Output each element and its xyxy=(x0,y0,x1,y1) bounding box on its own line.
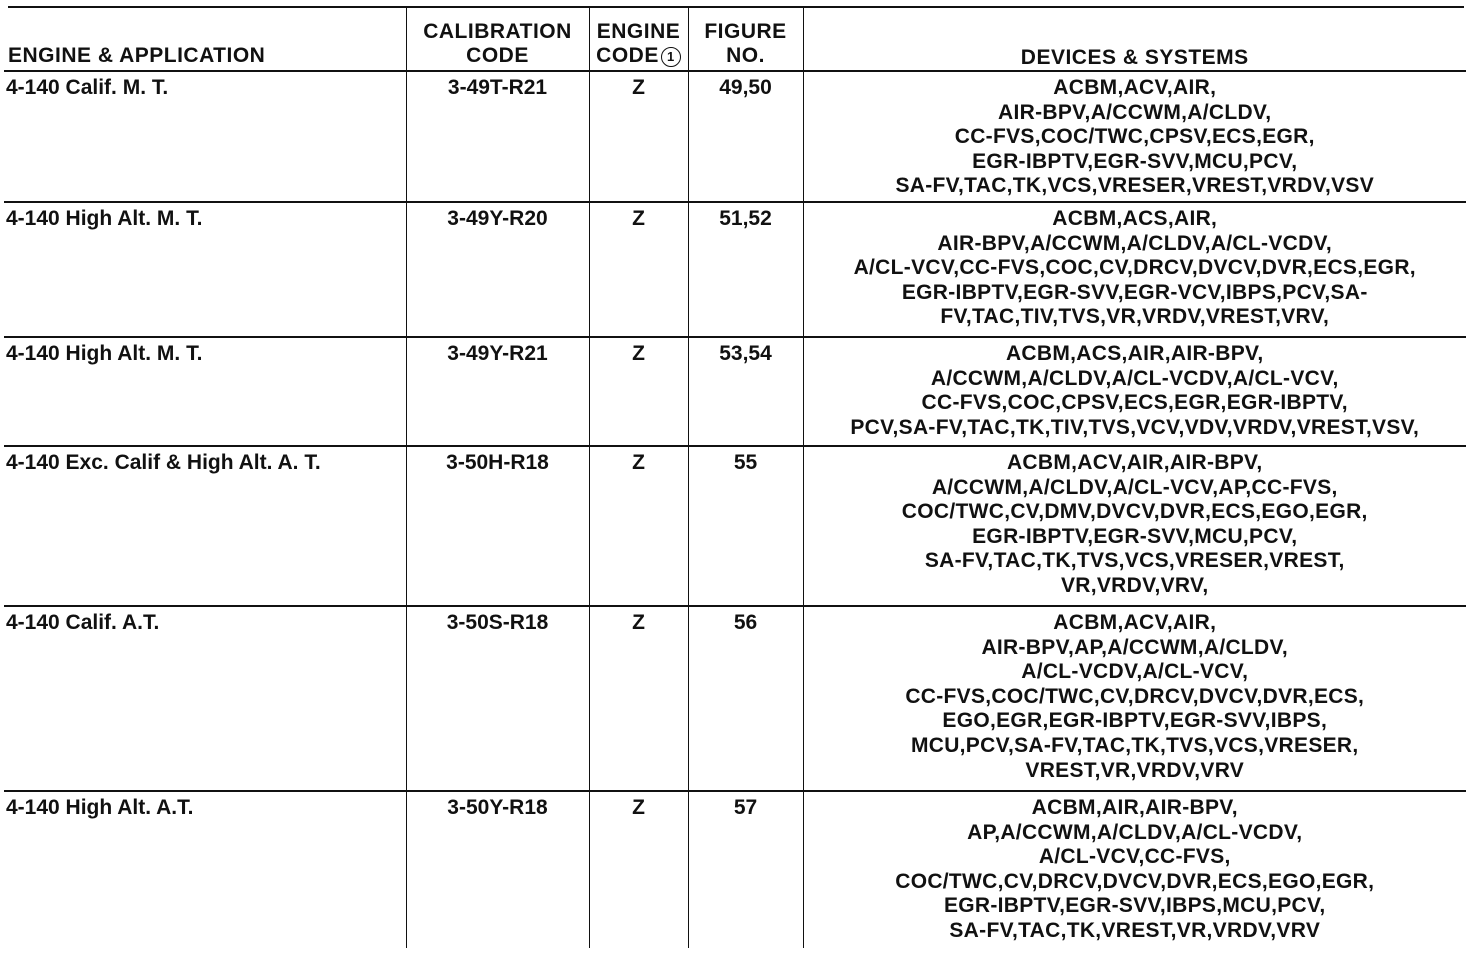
header-devices-systems-text: DEVICES & SYSTEMS xyxy=(1020,46,1249,69)
engine-code-cell: Z xyxy=(589,446,688,606)
figure-no-cell: 56 xyxy=(688,606,803,791)
engine-code-cell: Z xyxy=(589,606,688,791)
figure-no-cell: 57 xyxy=(688,791,803,948)
devices-systems-cell: ACBM,ACV,AIR, AIR-BPV,AP,A/CCWM,A/CLDV, A/CL-VCDV,A/CL-VCV, CC-FVS,COC/TWC,CV,DRCV,DVCV,DVR,ECS, EGO,EGR,EGR-IBPTV,EGR-SVV,IBPS, MCU,PCV,SA-FV,TAC,TK,TVS,VCS,VRESER, VREST,VR,VRDV,VRV xyxy=(803,606,1466,791)
calibration-code-cell: 3-50H-R18 xyxy=(406,446,589,606)
calibration-code-cell: 3-49Y-R21 xyxy=(406,337,589,446)
devices-systems-cell: ACBM,AIR,AIR-BPV, AP,A/CCWM,A/CLDV,A/CL-VCDV, A/CL-VCV,CC-FVS, COC/TWC,CV,DRCV,DVCV,DVR,ECS,EGO,EGR, EGR-IBPTV,EGR-SVV,IBPS,MCU,PCV, SA-FV,TAC,TK,VREST,VR,VRDV,VRV xyxy=(803,791,1466,948)
figure-no-cell: 53,54 xyxy=(688,337,803,446)
engine-application-cell: 4-140 Calif. A.T. xyxy=(4,606,406,791)
engine-code-cell: Z xyxy=(589,791,688,948)
engine-application-cell: 4-140 High Alt. M. T. xyxy=(4,202,406,337)
table-row xyxy=(4,791,1466,948)
header-figure-no-line2: NO. xyxy=(726,44,765,67)
engine-code-cell: Z xyxy=(589,202,688,337)
devices-systems-cell: ACBM,ACV,AIR, AIR-BPV,A/CCWM,A/CLDV, CC-FVS,COC/TWC,CPSV,ECS,EGR, EGR-IBPTV,EGR-SVV,MCU,PCV, SA-FV,TAC,TK,VCS,VRESER,VREST,VRDV,VSV xyxy=(803,71,1466,202)
calibration-code-cell: 3-49T-R21 xyxy=(406,71,589,202)
calibration-table xyxy=(4,8,1466,948)
engine-application-cell: 4-140 High Alt. M. T. xyxy=(4,337,406,446)
table-row xyxy=(4,202,1466,337)
header-calibration-code xyxy=(406,8,589,71)
calibration-code-cell: 3-49Y-R20 xyxy=(406,202,589,337)
devices-systems-cell: ACBM,ACS,AIR, AIR-BPV,A/CCWM,A/CLDV,A/CL-VCDV, A/CL-VCV,CC-FVS,COC,CV,DRCV,DVCV,DVR,ECS,EGR, EGR-IBPTV,EGR-SVV,EGR-VCV,IBPS,PCV,SA- FV,TAC,TIV,TVS,VR,VRDV,VREST,VRV, xyxy=(803,202,1466,337)
header-calibration-code-line1: CALIBRATION xyxy=(423,20,572,43)
figure-no-cell: 49,50 xyxy=(688,71,803,202)
calibration-code-cell: 3-50S-R18 xyxy=(406,606,589,791)
table-row xyxy=(4,446,1466,606)
footnote-1-marker: 1 xyxy=(661,47,681,67)
table-row xyxy=(4,71,1466,202)
figure-no-cell: 51,52 xyxy=(688,202,803,337)
table-row xyxy=(4,337,1466,446)
figure-no-cell: 55 xyxy=(688,446,803,606)
header-row xyxy=(4,8,1466,71)
header-figure-no xyxy=(688,8,803,71)
header-devices-systems xyxy=(803,8,1466,71)
calibration-code-cell: 3-50Y-R18 xyxy=(406,791,589,948)
table-row xyxy=(4,606,1466,791)
engine-application-cell: 4-140 High Alt. A.T. xyxy=(6,795,194,819)
header-figure-no-line1: FIGURE xyxy=(704,20,787,43)
engine-code-cell: Z xyxy=(589,337,688,446)
header-engine-code-line1: ENGINE xyxy=(596,20,681,43)
devices-systems-cell: ACBM,ACS,AIR,AIR-BPV, A/CCWM,A/CLDV,A/CL-VCDV,A/CL-VCV, CC-FVS,COC,CPSV,ECS,EGR,EGR-IBPTV, PCV,SA-FV,TAC,TK,TIV,TVS,VCV,VDV,VRDV,VREST,VSV, xyxy=(803,337,1466,446)
devices-systems-cell: ACBM,ACV,AIR,AIR-BPV, A/CCWM,A/CLDV,A/CL-VCV,AP,CC-FVS, COC/TWC,CV,DMV,DVCV,DVR,ECS,EGO,EGR, EGR-IBPTV,EGR-SVV,MCU,PCV, SA-FV,TAC,TK,TVS,VCS,VRESER,VREST, VR,VRDV,VRV, xyxy=(803,446,1466,606)
header-engine-application xyxy=(4,8,406,71)
header-engine-code xyxy=(589,8,688,71)
engine-application-cell: 4-140 Exc. Calif & High Alt. A. T. xyxy=(4,446,406,606)
engine-code-cell: Z xyxy=(589,71,688,202)
header-engine-application-text: ENGINE & APPLICATION xyxy=(8,44,266,67)
engine-application-cell: 4-140 Calif. M. T. xyxy=(4,71,406,202)
header-calibration-code-line2: CODE xyxy=(466,44,529,67)
header-engine-code-line2: CODE xyxy=(596,44,659,67)
